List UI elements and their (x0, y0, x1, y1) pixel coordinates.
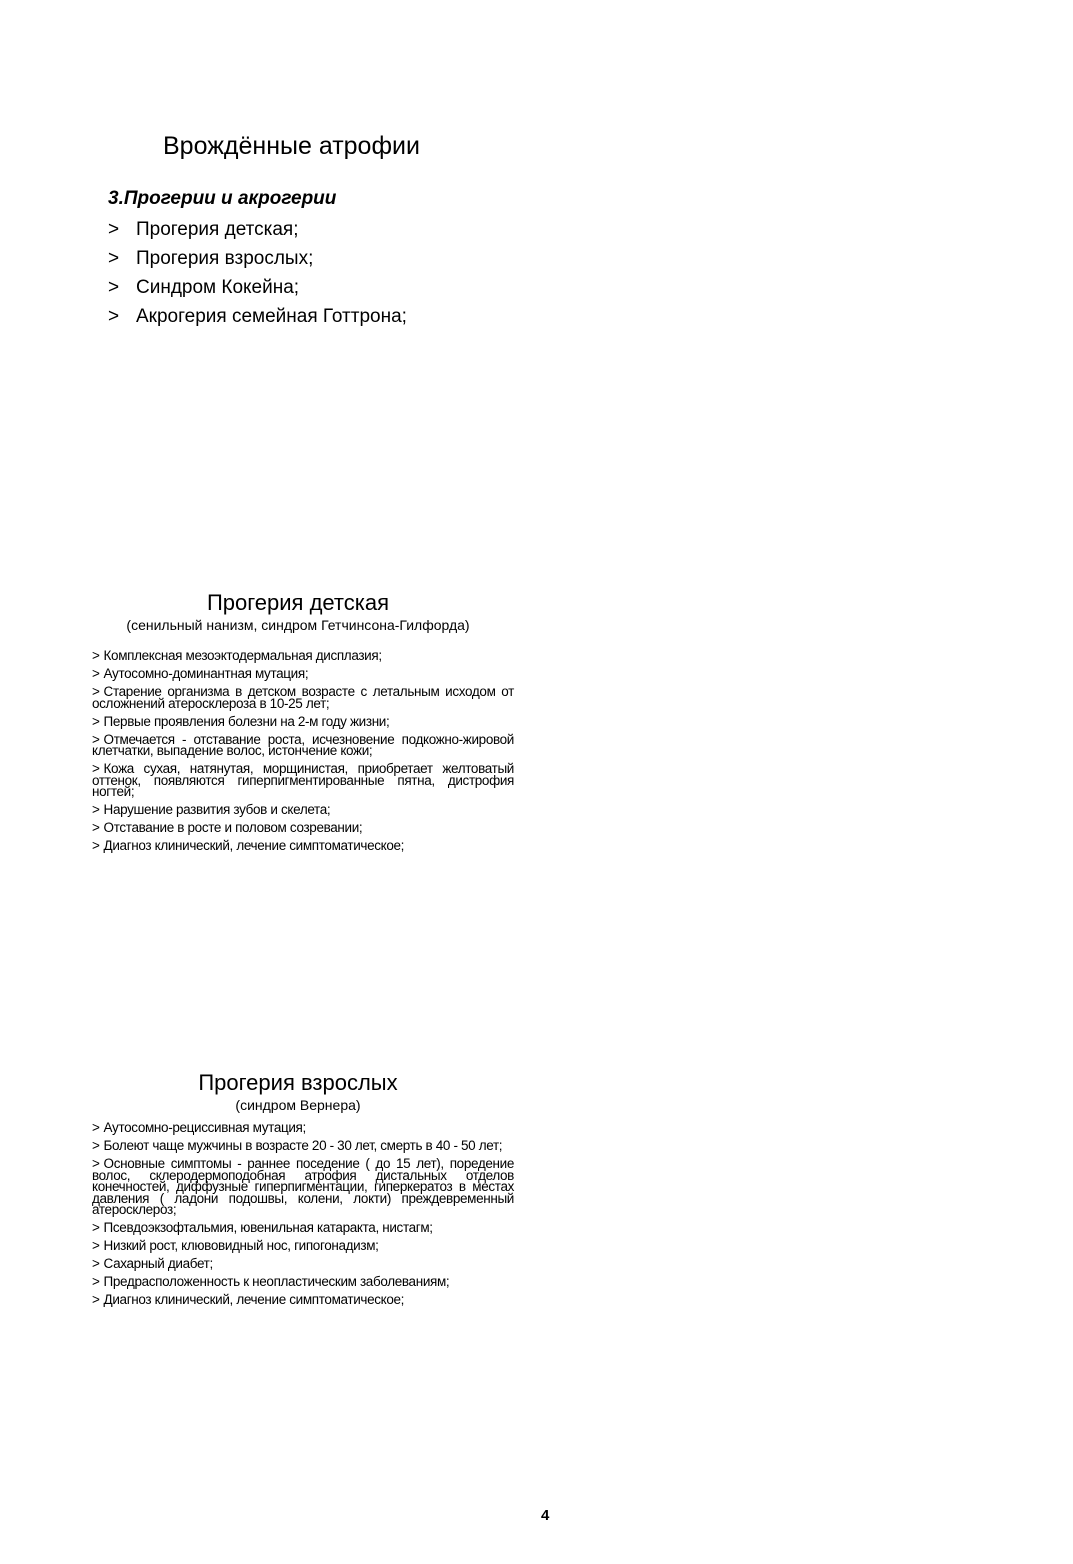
section-title-child-progeria: Прогерия детская (206, 590, 390, 615)
list-item-text: Отставание в росте и половом созревании; (103, 820, 363, 835)
list-item-text: Сахарный диабет; (103, 1256, 213, 1271)
bullet-marker: > (92, 684, 100, 699)
list-item (92, 668, 514, 680)
section-subtitle-adult-progeria: (синдром Вернера) (235, 1097, 361, 1113)
bullet-marker: > (92, 1238, 100, 1253)
bullet-marker: > (108, 306, 120, 327)
list-item-text: Нарушение развития зубов и скелета; (103, 802, 331, 817)
list-item (92, 1158, 514, 1216)
list-item-text: Диагноз клинический, лечение симптоматическое; (103, 838, 405, 853)
list-item-text: Отмечается - отставание роста, исчезновение подкожно-жировой клетчатки, выпадение волос, истончение кожи; (92, 731, 514, 758)
bullet-marker: > (92, 802, 100, 817)
list-item-text: Основные симптомы - раннее поседение ( до 15 лет), поредение волос, склеродермоподобная атрофия дистальных отделов конечностей, диффузные гиперпигментации, гиперкератоз в местах давления ( ладони подошвы, колени, локти) преждевременный атеросклероз; (92, 1156, 514, 1217)
list-item-text: Аутосомно-рециссивная мутация; (103, 1120, 306, 1135)
list-item-text: Предрасположенность к неопластическим заболеваниям; (103, 1274, 450, 1289)
bullet-marker: > (92, 713, 100, 729)
list-item-text: Псевдоэкзофтальмия, ювенильная катаракта, нистагм; (103, 1220, 433, 1235)
bullet-marker: > (108, 219, 120, 240)
bullet-marker: > (108, 248, 120, 269)
list-item-text: Аутосомно-доминантная мутация; (103, 666, 309, 681)
bullet-marker: > (92, 1292, 100, 1307)
progeria-types-list (108, 215, 407, 331)
section-title-congenital-atrophies: Врождённые атрофии (163, 132, 420, 160)
list-item (92, 650, 514, 662)
bullet-marker: > (92, 1220, 100, 1235)
list-item-text: Прогерия детская; (136, 219, 299, 240)
bullet-marker: > (92, 1274, 100, 1289)
page-number: 4 (541, 1507, 550, 1524)
bullet-marker: > (92, 648, 100, 663)
bullet-marker: > (92, 1156, 100, 1171)
bullet-marker: > (92, 820, 100, 835)
bullet-marker: > (108, 277, 120, 298)
list-item-text: Комплексная мезоэктодермальная дисплазия; (103, 648, 382, 663)
list-item (92, 731, 514, 758)
section-subtitle-child-progeria: (сенильный нанизм, синдром Гетчинсона-Гилфорда) (126, 617, 470, 633)
bullet-marker: > (92, 1256, 100, 1271)
list-item (92, 1258, 514, 1270)
bullet-marker: > (92, 761, 100, 776)
list-item (92, 713, 514, 729)
child-progeria-list (92, 650, 514, 858)
list-item-text: Низкий рост, клювовидный нос, гипогонадизм; (103, 1238, 379, 1253)
list-item-text: Прогерия взрослых; (136, 248, 314, 269)
list-item (92, 1276, 514, 1288)
list-item (92, 1122, 514, 1134)
list-item (92, 763, 514, 798)
list-item (92, 1140, 514, 1152)
bullet-marker: > (92, 1120, 100, 1135)
bullet-marker: > (92, 838, 100, 853)
list-item-text: Первые проявления болезни на 2-м году жизни; (103, 713, 390, 729)
list-item (92, 1240, 514, 1252)
list-item (108, 215, 407, 244)
list-item (92, 1222, 514, 1234)
list-item (92, 822, 514, 834)
section-title-adult-progeria: Прогерия взрослых (198, 1070, 398, 1095)
list-item (92, 804, 514, 816)
bullet-marker: > (92, 1138, 100, 1153)
list-item-text: Болеют чаще мужчины в возрасте 20 - 30 лет, смерть в 40 - 50 лет; (103, 1138, 503, 1153)
list-item-text: Синдром Кокейна; (136, 277, 300, 298)
list-item (108, 273, 407, 302)
list-item (108, 302, 407, 331)
list-item (92, 686, 514, 709)
list-item (92, 1294, 514, 1306)
adult-progeria-list (92, 1122, 514, 1312)
list-item (108, 244, 407, 273)
bullet-marker: > (92, 731, 100, 747)
list-item-text: Акрогерия семейная Готтрона; (136, 306, 407, 327)
bullet-marker: > (92, 666, 100, 681)
list-item-text: Старение организма в детском возрасте с летальным исходом от осложнений атеросклероза в 10-25 лет; (92, 684, 514, 711)
list-item-text: Диагноз клинический, лечение симптоматическое; (103, 1292, 405, 1307)
list-item (92, 840, 514, 852)
list-item-text: Кожа сухая, натянутая, морщинистая, приобретает желтоватый оттенок, появляются гиперпигментированные пятна, дистрофия ногтей; (92, 761, 514, 799)
section-subtitle-progerias: 3.Прогерии и акрогерии (108, 188, 337, 209)
